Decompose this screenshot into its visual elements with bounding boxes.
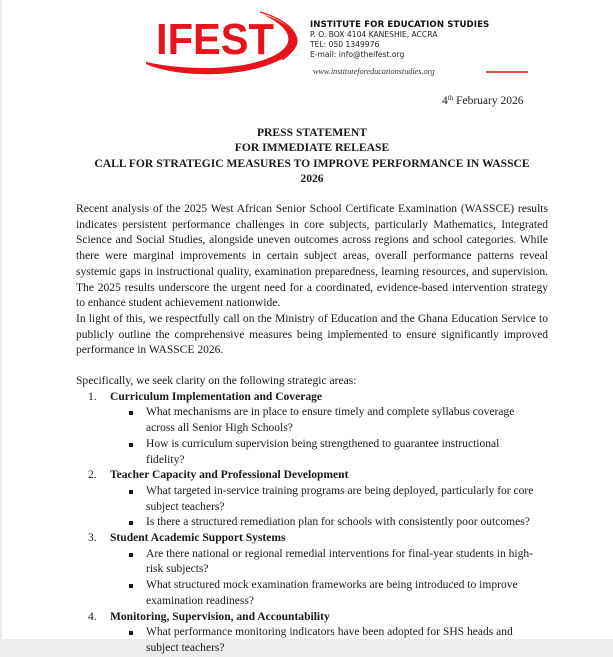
heading-immediate-release: FOR IMMEDIATE RELEASE — [234, 141, 390, 155]
bullet-icon — [129, 553, 133, 557]
question-text: What performance monitoring indicators have been adopted for SHS heads and subject teachers? — [146, 626, 513, 654]
area-title: Curriculum Implementation and Coverage — [110, 390, 322, 403]
document-page — [2, 0, 613, 654]
question-item — [110, 515, 548, 531]
bullet-icon — [129, 584, 133, 588]
statement-body — [76, 202, 548, 657]
paragraph-analysis: Recent analysis of the 2025 West African Senior School Certificate Examination (WASSCE) results indicates persistent performance challenges in core subjects, particularly Mathematics, Integrated Science and Social Studies, alongside uneven outcomes across regions and school categories. While there were marginal improvements in certain subject areas, overall performance patterns reveal systemic gaps in instructional quality, examination preparedness, learning resources, and supervision. The 2025 results underscore the urgent need for a coordinated, evidence-based intervention strategy to enhance student achievement nationwide. — [76, 203, 548, 310]
red-divider — [486, 71, 528, 73]
date-suffix: th — [447, 94, 454, 102]
date-day: 4 — [442, 95, 448, 107]
area-title: Teacher Capacity and Professional Development — [110, 469, 349, 482]
bullet-icon — [129, 411, 133, 415]
heading-year: 2026 — [300, 172, 324, 186]
question-text: What mechanisms are in place to ensure timely and complete syllabus coverage across all Senior High Schools? — [146, 406, 515, 435]
bullet-icon — [129, 490, 133, 494]
area-item — [76, 390, 548, 469]
question-list — [110, 484, 548, 531]
logo-swoosh-icon — [142, 4, 302, 76]
area-number: 1. — [88, 390, 97, 403]
org-website: www.instituteforeducationstudies.org — [313, 67, 435, 76]
org-email: E-mail: info@theifest.org — [310, 50, 405, 59]
statement-headings — [62, 125, 562, 187]
org-name: INSTITUTE FOR EDUCATION STUDIES — [310, 20, 490, 30]
org-contact-block — [310, 20, 489, 60]
bullet-icon — [129, 443, 133, 447]
question-item — [110, 547, 548, 578]
area-item — [76, 468, 548, 531]
statement-date — [442, 94, 523, 107]
question-item — [110, 625, 548, 656]
ifest-logo — [142, 4, 302, 76]
date-rest: February 2026 — [453, 95, 524, 107]
logo-text: IFEST — [156, 15, 275, 64]
question-item — [110, 484, 548, 515]
question-list — [110, 405, 548, 468]
org-address: P. O. BOX 4104 KANESHIE, ACCRA — [310, 30, 438, 39]
question-item — [110, 578, 548, 609]
bullet-icon — [129, 521, 133, 525]
paragraph-specifically: Specifically, we seek clarity on the following strategic areas: — [76, 375, 357, 388]
question-text: Are there national or regional remedial interventions for final-year students in high-risk subjects? — [146, 547, 534, 576]
area-item — [76, 610, 548, 657]
heading-title: CALL FOR STRATEGIC MEASURES TO IMPROVE PERFORMANCE IN WASSCE — [94, 156, 530, 170]
question-text: What structured mock examination frameworks are being introduced to improve examination readiness? — [146, 579, 518, 607]
question-item — [110, 405, 548, 436]
question-list — [110, 625, 548, 656]
org-tel: TEL: 050 1349976 — [310, 40, 380, 49]
heading-press-statement: PRESS STATEMENT — [256, 126, 368, 139]
strategic-areas-list — [76, 390, 548, 657]
question-text: Is there a structured remediation plan for schools with consistently poor outcomes? — [146, 516, 530, 529]
bullet-icon — [129, 631, 133, 635]
question-list — [110, 547, 548, 610]
area-number: 3. — [88, 532, 97, 545]
area-number: 4. — [88, 610, 97, 623]
area-title: Student Academic Support Systems — [110, 532, 286, 545]
letterhead — [2, 0, 613, 90]
area-title: Monitoring, Supervision, and Accountability — [110, 610, 330, 623]
paragraph-call: In light of this, we respectfully call on the Ministry of Education and the Ghana Education Service to publicly outline the comprehensive measures being implemented to ensure significantly improved performance in WASSCE 2026. — [76, 312, 548, 357]
question-text: What targeted in-service training programs are being deployed, particularly for core subject teachers? — [146, 484, 534, 513]
question-text: How is curriculum supervision being strengthened to guarantee instructional fidelity? — [146, 437, 500, 466]
question-item — [110, 437, 548, 468]
area-number: 2. — [88, 469, 97, 482]
area-item — [76, 531, 548, 610]
